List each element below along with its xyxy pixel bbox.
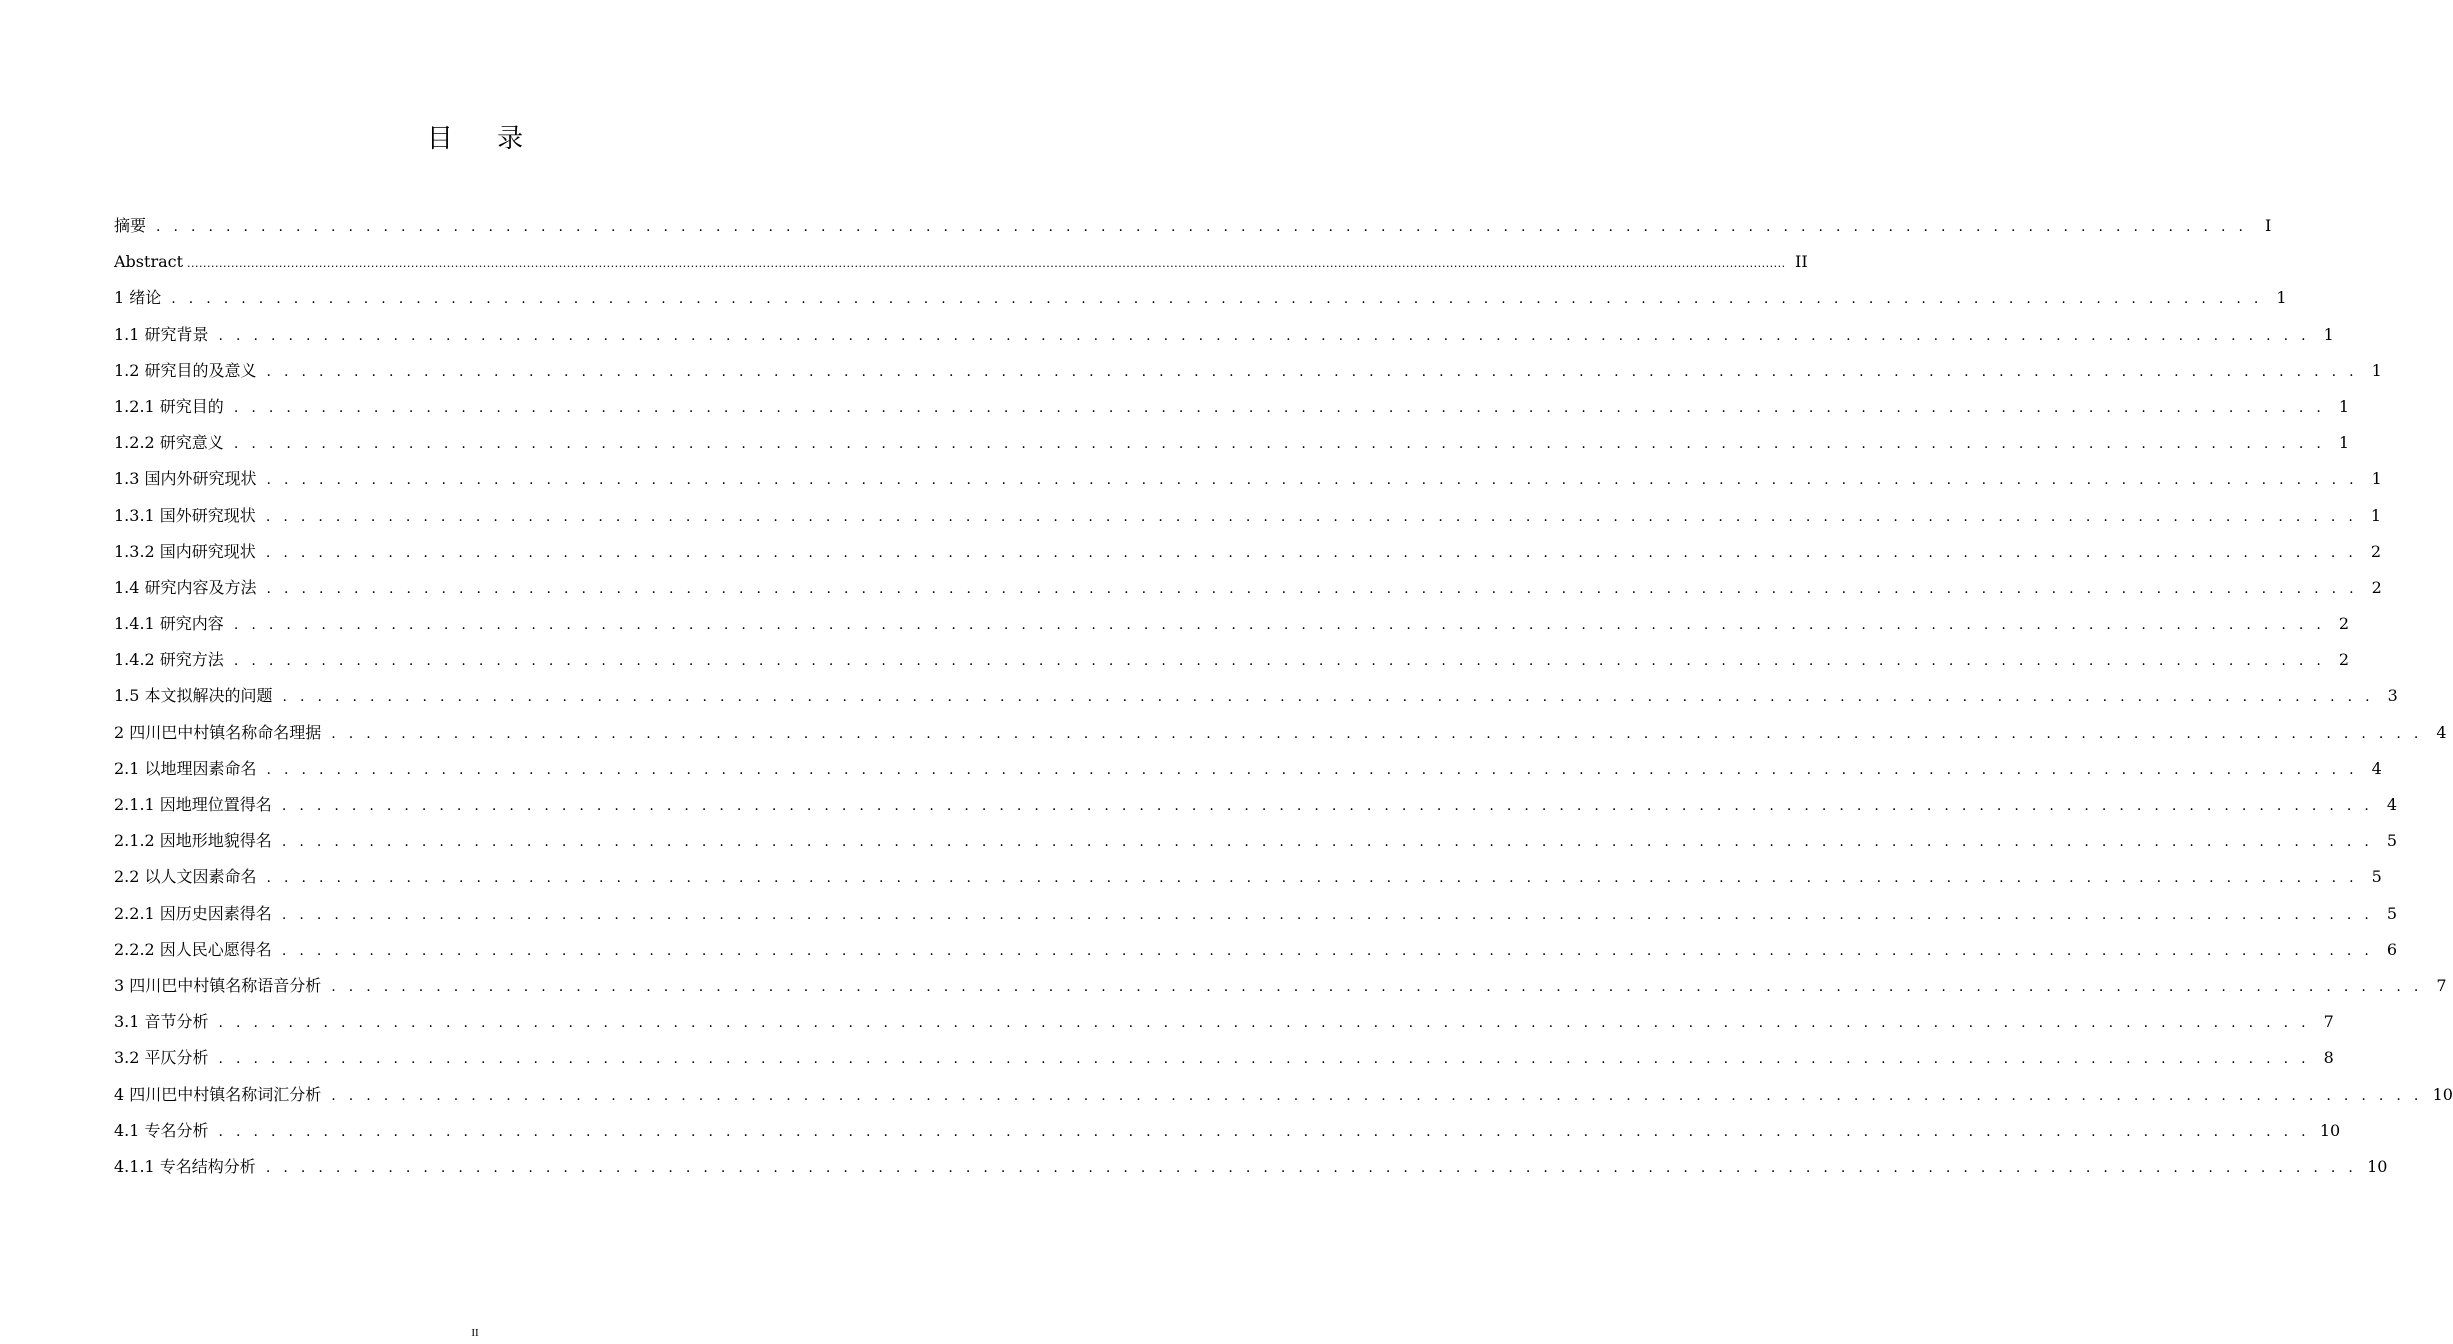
toc-entry-label: 3.1 音节分析 <box>114 1012 209 1032</box>
toc-dot-leader: . . . . . . . . . . . . . . . . . . . . . . . . . . . . . . . . . . . . . . . . . . . . . . . . . . . . . . . . . . . . . . . . . . . . . . . . . . . . . . . . . . . . . . . . . . . . . . . . . . . . . . . . . . . . . . . . . . . . . . . . <box>233 653 2326 670</box>
toc-entry-page: 5 <box>2371 867 2382 887</box>
toc-entry-page: 7 <box>2323 1012 2334 1032</box>
toc-entry[interactable] <box>114 280 2287 316</box>
toc-entry[interactable] <box>114 968 2447 1004</box>
toc-entry-label: 1.2.1 研究目的 <box>114 396 224 416</box>
toc-entry[interactable] <box>114 353 2382 389</box>
toc-entry-label: 3 四川巴中村镇名称语音分析 <box>114 975 322 995</box>
page-number-footer: II <box>471 1327 479 1339</box>
toc-dot-leader: . . . . . . . . . . . . . . . . . . . . . . . . . . . . . . . . . . . . . . . . . . . . . . . . . . . . . . . . . . . . . . . . . . . . . . . . . . . . . . . . . . . . . . . . . . . . . . . . . . . . . . . . . . . . . . . . . . . . . . . . <box>281 834 2374 851</box>
toc-entry-label: Abstract <box>114 252 184 272</box>
toc-entry[interactable] <box>114 932 2398 968</box>
toc-dot-leader: ................................................................................................................................................................................................................................................................................................................................................................................................................ <box>187 257 1786 271</box>
toc-entry-page: 5 <box>2386 903 2398 923</box>
toc-entry-page: 2 <box>2371 577 2382 597</box>
toc-entry[interactable] <box>114 425 2350 461</box>
table-of-contents <box>114 208 2453 1185</box>
toc-entry-label: 1.3.2 国内研究现状 <box>114 541 256 561</box>
toc-dot-leader: . . . . . . . . . . . . . . . . . . . . . . . . . . . . . . . . . . . . . . . . . . . . . . . . . . . . . . . . . . . . . . . . . . . . . . . . . . . . . . . . . . . . . . . . . . . . . . . . . . . . . . . . . . . . . . . . . . . . . . . . <box>233 617 2326 634</box>
toc-dot-leader: . . . . . . . . . . . . . . . . . . . . . . . . . . . . . . . . . . . . . . . . . . . . . . . . . . . . . . . . . . . . . . . . . . . . . . . . . . . . . . . . . . . . . . . . . . . . . . . . . . . . . . . . . . . . . . . . . . . . . . . . <box>265 544 2358 561</box>
toc-entry[interactable] <box>114 859 2382 895</box>
toc-dot-leader: . . . . . . . . . . . . . . . . . . . . . . . . . . . . . . . . . . . . . . . . . . . . . . . . . . . . . . . . . . . . . . . . . . . . . . . . . . . . . . . . . . . . . . . . . . . . . . . . . . . . . . . . . . . . . . . . . . . . . . . . <box>266 761 2358 778</box>
toc-entry[interactable] <box>114 751 2382 787</box>
toc-entry-label: 1.3.1 国外研究现状 <box>114 505 256 525</box>
toc-entry-label: 2.2.2 因人民心愿得名 <box>114 939 272 959</box>
toc-entry[interactable] <box>114 896 2398 932</box>
toc-entry-page: 8 <box>2323 1048 2334 1068</box>
toc-entry-label: 摘要 <box>114 216 147 235</box>
toc-entry[interactable] <box>114 642 2350 678</box>
toc-entry[interactable] <box>114 606 2350 642</box>
toc-entry-label: 1.3 国内外研究现状 <box>114 469 257 489</box>
toc-entry[interactable] <box>114 1040 2334 1076</box>
toc-entry-page: 4 <box>2386 795 2398 814</box>
toc-entry-label: 1.4.1 研究内容 <box>114 614 224 634</box>
toc-entry[interactable] <box>114 678 2398 714</box>
toc-entry[interactable] <box>114 1113 2341 1149</box>
toc-dot-leader: . . . . . . . . . . . . . . . . . . . . . . . . . . . . . . . . . . . . . . . . . . . . . . . . . . . . . . . . . . . . . . . . . . . . . . . . . . . . . . . . . . . . . . . . . . . . . . . . . . . . . . . . . . . . . . . . . . . . . . . . <box>218 1051 2310 1068</box>
toc-entry[interactable] <box>114 244 1808 280</box>
toc-entry-page: 2 <box>2338 614 2350 634</box>
toc-dot-leader: . . . . . . . . . . . . . . . . . . . . . . . . . . . . . . . . . . . . . . . . . . . . . . . . . . . . . . . . . . . . . . . . . . . . . . . . . . . . . . . . . . . . . . . . . . . . . . . . . . . . . . . . . . . . . . . . . . . . . . . . <box>233 436 2326 453</box>
toc-entry-page: II <box>1795 252 1808 272</box>
toc-dot-leader: . . . . . . . . . . . . . . . . . . . . . . . . . . . . . . . . . . . . . . . . . . . . . . . . . . . . . . . . . . . . . . . . . . . . . . . . . . . . . . . . . . . . . . . . . . . . . . . . . . . . . . . . . . . . . . . . . . . . . . . . <box>265 508 2358 525</box>
toc-dot-leader: . . . . . . . . . . . . . . . . . . . . . . . . . . . . . . . . . . . . . . . . . . . . . . . . . . . . . . . . . . . . . . . . . . . . . . . . . . . . . . . . . . . . . . . . . . . . . . . . . . . . . . . . . . . . . . . . . . . . . . . . <box>233 399 2326 416</box>
toc-entry-page: 10 <box>2432 1084 2453 1104</box>
toc-dot-leader: . . . . . . . . . . . . . . . . . . . . . . . . . . . . . . . . . . . . . . . . . . . . . . . . . . . . . . . . . . . . . . . . . . . . . . . . . . . . . . . . . . . . . . . . . . . . . . . . . . . . . . . . . . . . . . . . . . . . . . . . <box>156 219 2248 235</box>
toc-entry-page: 4 <box>2436 722 2447 742</box>
toc-entry-page: 1 <box>2276 288 2287 308</box>
toc-entry-label: 4.1.1 专名结构分析 <box>114 1156 256 1176</box>
toc-entry-label: 1.1 研究背景 <box>114 324 209 344</box>
toc-entry-page: 1 <box>2371 360 2382 380</box>
toc-entry-page: 1 <box>2323 324 2334 344</box>
toc-dot-leader: . . . . . . . . . . . . . . . . . . . . . . . . . . . . . . . . . . . . . . . . . . . . . . . . . . . . . . . . . . . . . . . . . . . . . . . . . . . . . . . . . . . . . . . . . . . . . . . . . . . . . . . . . . . . . . . . . . . . . . . . <box>171 291 2263 308</box>
toc-entry-page: 4 <box>2371 758 2382 778</box>
toc-entry-label: 3.2 平仄分析 <box>114 1048 209 1068</box>
toc-dot-leader: . . . . . . . . . . . . . . . . . . . . . . . . . . . . . . . . . . . . . . . . . . . . . . . . . . . . . . . . . . . . . . . . . . . . . . . . . . . . . . . . . . . . . . . . . . . . . . . . . . . . . . . . . . . . . . . . . . . . . . . . <box>266 472 2358 489</box>
toc-entry-page: 2 <box>2370 541 2382 561</box>
toc-entry[interactable] <box>114 823 2398 859</box>
toc-dot-leader: . . . . . . . . . . . . . . . . . . . . . . . . . . . . . . . . . . . . . . . . . . . . . . . . . . . . . . . . . . . . . . . . . . . . . . . . . . . . . . . . . . . . . . . . . . . . . . . . . . . . . . . . . . . . . . . . . . . . . . . . <box>265 1159 2358 1176</box>
toc-entry-page: 7 <box>2436 975 2447 995</box>
toc-entry[interactable] <box>114 534 2382 570</box>
toc-entry[interactable] <box>114 1004 2334 1040</box>
toc-entry-label: 1.2 研究目的及意义 <box>114 360 257 380</box>
toc-dot-leader: . . . . . . . . . . . . . . . . . . . . . . . . . . . . . . . . . . . . . . . . . . . . . . . . . . . . . . . . . . . . . . . . . . . . . . . . . . . . . . . . . . . . . . . . . . . . . . . . . . . . . . . . . . . . . . . . . . . . . . . . <box>218 327 2310 344</box>
toc-dot-leader: . . . . . . . . . . . . . . . . . . . . . . . . . . . . . . . . . . . . . . . . . . . . . . . . . . . . . . . . . . . . . . . . . . . . . . . . . . . . . . . . . . . . . . . . . . . . . . . . . . . . . . . . . . . . . . . . . . . . . . . . <box>218 1015 2310 1032</box>
toc-entry[interactable] <box>114 461 2382 497</box>
toc-dot-leader: . . . . . . . . . . . . . . . . . . . . . . . . . . . . . . . . . . . . . . . . . . . . . . . . . . . . . . . . . . . . . . . . . . . . . . . . . . . . . . . . . . . . . . . . . . . . . . . . . . . . . . . . . . . . . . . . . . . . . . . . <box>331 1087 2423 1104</box>
toc-dot-leader: . . . . . . . . . . . . . . . . . . . . . . . . . . . . . . . . . . . . . . . . . . . . . . . . . . . . . . . . . . . . . . . . . . . . . . . . . . . . . . . . . . . . . . . . . . . . . . . . . . . . . . . . . . . . . . . . . . . . . . . . <box>281 942 2374 959</box>
toc-dot-leader: . . . . . . . . . . . . . . . . . . . . . . . . . . . . . . . . . . . . . . . . . . . . . . . . . . . . . . . . . . . . . . . . . . . . . . . . . . . . . . . . . . . . . . . . . . . . . . . . . . . . . . . . . . . . . . . . . . . . . . . . <box>266 580 2358 597</box>
toc-entry[interactable] <box>114 570 2382 606</box>
toc-entry-label: 2.1 以地理因素命名 <box>114 758 257 778</box>
toc-entry-page: 5 <box>2386 831 2398 851</box>
toc-entry-page: 1 <box>2338 433 2350 453</box>
toc-dot-leader: . . . . . . . . . . . . . . . . . . . . . . . . . . . . . . . . . . . . . . . . . . . . . . . . . . . . . . . . . . . . . . . . . . . . . . . . . . . . . . . . . . . . . . . . . . . . . . . . . . . . . . . . . . . . . . . . . . . . . . . . <box>282 689 2374 706</box>
toc-entry[interactable] <box>114 715 2447 751</box>
toc-entry-page: 6 <box>2386 939 2398 959</box>
toc-entry[interactable] <box>114 787 2398 823</box>
toc-entry-page: 1 <box>2338 396 2350 416</box>
toc-entry-label: 1.5 本文拟解决的问题 <box>114 686 273 706</box>
toc-entry[interactable] <box>114 317 2334 353</box>
toc-entry-page: 1 <box>2371 469 2382 489</box>
toc-dot-leader: . . . . . . . . . . . . . . . . . . . . . . . . . . . . . . . . . . . . . . . . . . . . . . . . . . . . . . . . . . . . . . . . . . . . . . . . . . . . . . . . . . . . . . . . . . . . . . . . . . . . . . . . . . . . . . . . . . . . . . . . <box>281 906 2374 923</box>
toc-entry-page: 10 <box>2367 1156 2388 1176</box>
toc-entry-label: 1.4.2 研究方法 <box>114 650 224 670</box>
toc-dot-leader: . . . . . . . . . . . . . . . . . . . . . . . . . . . . . . . . . . . . . . . . . . . . . . . . . . . . . . . . . . . . . . . . . . . . . . . . . . . . . . . . . . . . . . . . . . . . . . . . . . . . . . . . . . . . . . . . . . . . . . . . <box>218 1123 2310 1140</box>
toc-dot-leader: . . . . . . . . . . . . . . . . . . . . . . . . . . . . . . . . . . . . . . . . . . . . . . . . . . . . . . . . . . . . . . . . . . . . . . . . . . . . . . . . . . . . . . . . . . . . . . . . . . . . . . . . . . . . . . . . . . . . . . . . <box>266 363 2358 380</box>
toc-entry[interactable] <box>114 208 2272 244</box>
toc-entry[interactable] <box>114 1149 2388 1185</box>
toc-entry-label: 1.2.2 研究意义 <box>114 433 224 453</box>
toc-entry-label: 4.1 专名分析 <box>114 1120 209 1140</box>
toc-entry[interactable] <box>114 498 2382 534</box>
toc-entry-label: 2 四川巴中村镇名称命名理据 <box>114 722 322 742</box>
toc-entry-label: 2.1.1 因地理位置得名 <box>114 795 272 814</box>
toc-entry-label: 2.1.2 因地形地貌得名 <box>114 831 272 851</box>
toc-entry[interactable] <box>114 389 2350 425</box>
toc-entry-label: 1 绪论 <box>114 288 162 308</box>
toc-dot-leader: . . . . . . . . . . . . . . . . . . . . . . . . . . . . . . . . . . . . . . . . . . . . . . . . . . . . . . . . . . . . . . . . . . . . . . . . . . . . . . . . . . . . . . . . . . . . . . . . . . . . . . . . . . . . . . . . . . . . . . . . <box>331 725 2423 742</box>
toc-entry-label: 2.2.1 因历史因素得名 <box>114 903 272 923</box>
toc-entry[interactable] <box>114 1077 2453 1113</box>
toc-entry-label: 1.4 研究内容及方法 <box>114 577 257 597</box>
toc-entry-page: 2 <box>2338 650 2350 670</box>
toc-entry-page: 3 <box>2387 686 2398 706</box>
toc-entry-page: 10 <box>2319 1120 2341 1140</box>
toc-dot-leader: . . . . . . . . . . . . . . . . . . . . . . . . . . . . . . . . . . . . . . . . . . . . . . . . . . . . . . . . . . . . . . . . . . . . . . . . . . . . . . . . . . . . . . . . . . . . . . . . . . . . . . . . . . . . . . . . . . . . . . . . <box>281 798 2374 814</box>
toc-entry-page: 1 <box>2370 505 2382 525</box>
toc-dot-leader: . . . . . . . . . . . . . . . . . . . . . . . . . . . . . . . . . . . . . . . . . . . . . . . . . . . . . . . . . . . . . . . . . . . . . . . . . . . . . . . . . . . . . . . . . . . . . . . . . . . . . . . . . . . . . . . . . . . . . . . . <box>266 870 2358 887</box>
toc-dot-leader: . . . . . . . . . . . . . . . . . . . . . . . . . . . . . . . . . . . . . . . . . . . . . . . . . . . . . . . . . . . . . . . . . . . . . . . . . . . . . . . . . . . . . . . . . . . . . . . . . . . . . . . . . . . . . . . . . . . . . . . . <box>331 978 2423 995</box>
toc-entry-page: I <box>2264 216 2272 235</box>
toc-entry-label: 4 四川巴中村镇名称词汇分析 <box>114 1084 322 1104</box>
page-title: 目 录 <box>426 124 542 154</box>
toc-entry-label: 2.2 以人文因素命名 <box>114 867 257 887</box>
